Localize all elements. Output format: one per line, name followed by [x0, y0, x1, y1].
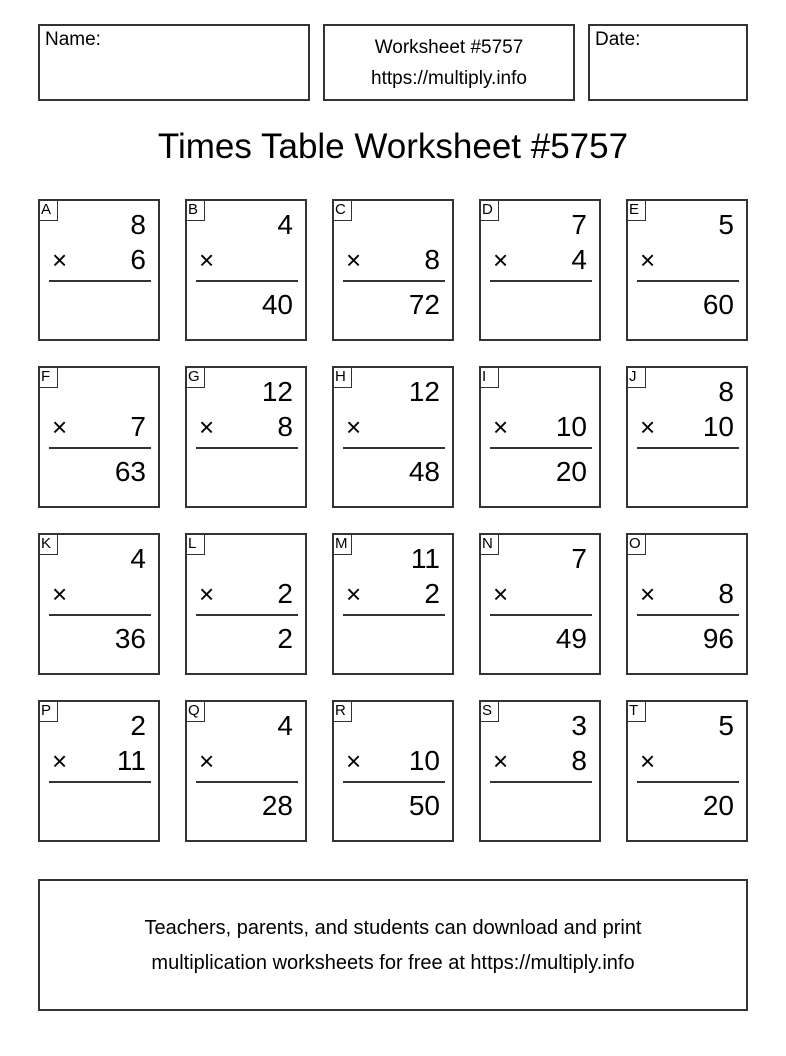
answer-value: 28: [261, 790, 293, 821]
answer-value: 49: [555, 623, 587, 654]
bottom-operand: 8: [277, 411, 293, 442]
footer-box: [38, 879, 748, 1011]
problem-f[interactable]: [38, 366, 160, 508]
times-sign: ×: [199, 245, 215, 275]
answer-line: [343, 280, 445, 282]
bottom-operand: 2: [424, 578, 440, 609]
problem-letter: T: [626, 700, 646, 722]
answer-line: [637, 280, 739, 282]
problem-letter: L: [185, 533, 205, 555]
answer-line: [343, 447, 445, 449]
top-operand: 2: [130, 710, 146, 741]
bottom-operand: 8: [718, 578, 734, 609]
times-sign: ×: [493, 746, 509, 776]
problem-s[interactable]: [479, 700, 601, 842]
problem-q[interactable]: [185, 700, 307, 842]
footer-line-1: Teachers, parents, and students can download and print: [144, 917, 642, 939]
problem-letter: M: [332, 533, 352, 555]
bottom-operand: 6: [130, 244, 146, 275]
problem-k[interactable]: [38, 533, 160, 675]
answer-value: 36: [114, 623, 146, 654]
answer-line: [196, 280, 298, 282]
answer-line: [637, 447, 739, 449]
problem-letter: R: [332, 700, 352, 722]
times-sign: ×: [52, 412, 68, 442]
problem-r[interactable]: [332, 700, 454, 842]
top-operand: 7: [571, 209, 587, 240]
problem-letter: S: [479, 700, 499, 722]
times-sign: ×: [640, 579, 656, 609]
problem-l[interactable]: [185, 533, 307, 675]
bottom-operand: 8: [424, 244, 440, 275]
problem-i[interactable]: [479, 366, 601, 508]
answer-value: 60: [702, 289, 734, 320]
times-sign: ×: [640, 245, 656, 275]
problem-letter: J: [626, 366, 646, 388]
answer-value: 96: [702, 623, 734, 654]
times-sign: ×: [493, 579, 509, 609]
bottom-operand: 10: [408, 745, 440, 776]
problem-letter: K: [38, 533, 58, 555]
problem-c[interactable]: [332, 199, 454, 341]
times-sign: ×: [52, 579, 68, 609]
answer-line: [490, 614, 592, 616]
problem-letter: I: [479, 366, 499, 388]
problem-d[interactable]: [479, 199, 601, 341]
answer-value: 48: [408, 456, 440, 487]
top-operand: 5: [718, 209, 734, 240]
problem-letter: B: [185, 199, 205, 221]
top-operand: 7: [571, 543, 587, 574]
times-sign: ×: [640, 746, 656, 776]
problem-n[interactable]: [479, 533, 601, 675]
answer-line: [49, 447, 151, 449]
problem-letter: E: [626, 199, 646, 221]
answer-value: 72: [408, 289, 440, 320]
footer-line-2: multiplication worksheets for free at https://multiply.info: [151, 952, 635, 974]
answer-line: [637, 781, 739, 783]
top-operand: 8: [130, 209, 146, 240]
top-operand: 4: [277, 710, 293, 741]
top-operand: 8: [718, 376, 734, 407]
problem-m[interactable]: [332, 533, 454, 675]
times-sign: ×: [346, 746, 362, 776]
name-label: Name:: [45, 29, 101, 50]
worksheet-id-box: [323, 24, 575, 101]
site-url: https://multiply.info: [371, 68, 527, 89]
times-sign: ×: [52, 746, 68, 776]
answer-value: 20: [555, 456, 587, 487]
answer-line: [343, 614, 445, 616]
problem-letter: G: [185, 366, 205, 388]
bottom-operand: 4: [571, 244, 587, 275]
problem-letter: H: [332, 366, 352, 388]
answer-line: [637, 614, 739, 616]
times-sign: ×: [346, 412, 362, 442]
times-sign: ×: [199, 579, 215, 609]
problem-h[interactable]: [332, 366, 454, 508]
problem-p[interactable]: [38, 700, 160, 842]
bottom-operand: 10: [702, 411, 734, 442]
top-operand: 5: [718, 710, 734, 741]
problem-letter: C: [332, 199, 352, 221]
problem-letter: A: [38, 199, 58, 221]
answer-line: [49, 614, 151, 616]
answer-value: 40: [261, 289, 293, 320]
top-operand: 12: [261, 376, 293, 407]
worksheet-id: Worksheet #5757: [374, 37, 524, 58]
problem-letter: Q: [185, 700, 205, 722]
times-sign: ×: [199, 746, 215, 776]
problem-a[interactable]: [38, 199, 160, 341]
problem-letter: O: [626, 533, 646, 555]
problem-o[interactable]: [626, 533, 748, 675]
problem-letter: F: [38, 366, 58, 388]
times-sign: ×: [346, 245, 362, 275]
answer-line: [490, 781, 592, 783]
answer-line: [196, 447, 298, 449]
problem-letter: P: [38, 700, 58, 722]
bottom-operand: 8: [571, 745, 587, 776]
times-sign: ×: [640, 412, 656, 442]
bottom-operand: 7: [130, 411, 146, 442]
page-title: Times Table Worksheet #5757: [157, 127, 629, 166]
top-operand: 12: [408, 376, 440, 407]
top-operand: 11: [410, 543, 440, 574]
answer-line: [490, 280, 592, 282]
bottom-operand: 2: [277, 578, 293, 609]
answer-value: 20: [702, 790, 734, 821]
problem-j[interactable]: [626, 366, 748, 508]
bottom-operand: 11: [116, 745, 146, 776]
problem-letter: D: [479, 199, 499, 221]
answer-line: [49, 280, 151, 282]
answer-line: [196, 781, 298, 783]
top-operand: 4: [277, 209, 293, 240]
answer-line: [343, 781, 445, 783]
times-sign: ×: [346, 579, 362, 609]
date-label: Date:: [595, 29, 641, 50]
top-operand: 3: [571, 710, 587, 741]
date-box[interactable]: [588, 24, 748, 101]
problem-t[interactable]: [626, 700, 748, 842]
problem-g[interactable]: [185, 366, 307, 508]
times-sign: ×: [199, 412, 215, 442]
bottom-operand: 10: [555, 411, 587, 442]
times-sign: ×: [52, 245, 68, 275]
problem-letter: N: [479, 533, 499, 555]
top-operand: 4: [130, 543, 146, 574]
answer-value: 63: [114, 456, 146, 487]
name-box[interactable]: [38, 24, 310, 101]
answer-value: 2: [277, 623, 293, 654]
problem-e[interactable]: [626, 199, 748, 341]
answer-line: [49, 781, 151, 783]
answer-value: 50: [408, 790, 440, 821]
answer-line: [196, 614, 298, 616]
problem-b[interactable]: [185, 199, 307, 341]
answer-line: [490, 447, 592, 449]
times-sign: ×: [493, 245, 509, 275]
times-sign: ×: [493, 412, 509, 442]
